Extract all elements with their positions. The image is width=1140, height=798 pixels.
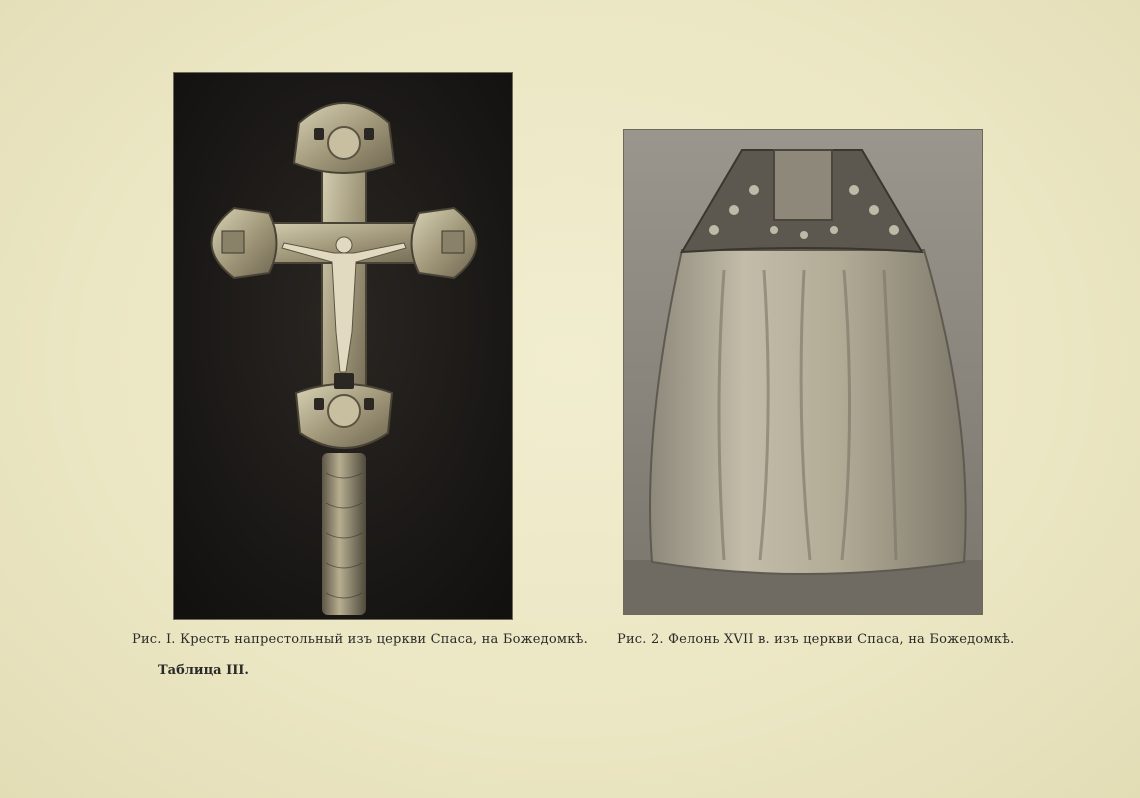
figure-2-caption: Рис. 2. Фелонь XVII в. изъ церкви Спаса, на Божедомкѣ. bbox=[617, 632, 1015, 647]
cross-photograph bbox=[174, 73, 512, 619]
phelonion-image bbox=[624, 130, 982, 614]
plate-number-label: Таблица III. bbox=[158, 663, 249, 678]
altar-cross-image bbox=[174, 73, 512, 619]
figure-1-caption: Рис. I. Крестъ напрестольный изъ церкви Спаса, на Божедомкѣ. bbox=[132, 632, 588, 647]
phelonion-photograph bbox=[624, 130, 982, 614]
